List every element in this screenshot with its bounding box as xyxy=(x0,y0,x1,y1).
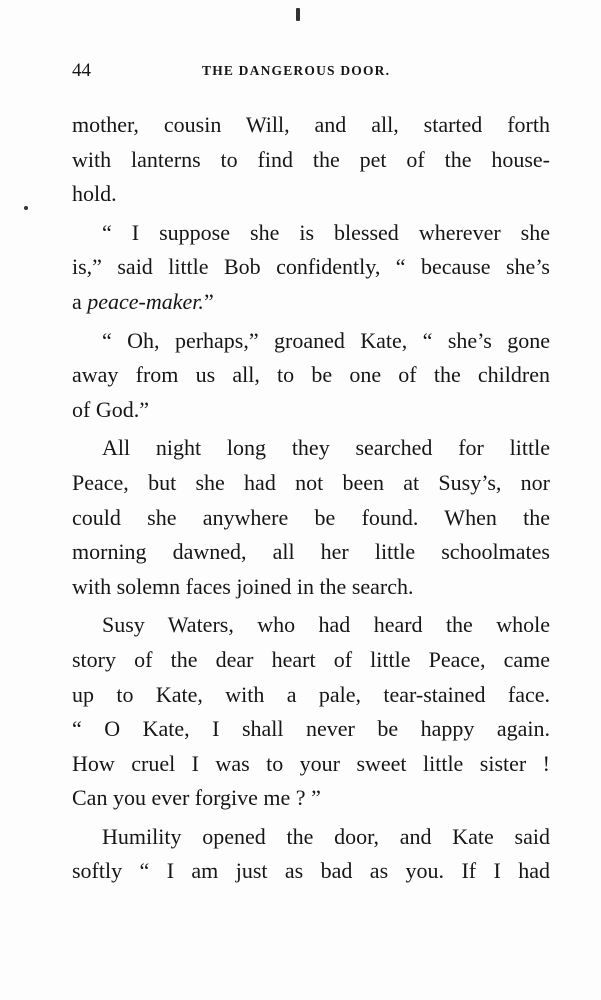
text-line: with solemn faces joined in the search. xyxy=(72,573,414,599)
text-line: “ O Kate, I shall never be happy again. xyxy=(72,716,550,742)
text-line: hold. xyxy=(72,181,117,207)
italic-phrase: peace-maker. xyxy=(87,288,204,314)
text-line: All night long they searched for little xyxy=(102,435,550,461)
text-line: is,” said little Bob confidently, “ because she’s xyxy=(72,254,550,280)
text-line: could she anywhere be found. When the xyxy=(72,504,550,530)
text-line: “ I suppose she is blessed wherever she xyxy=(102,219,550,245)
ink-speck-top xyxy=(296,8,300,21)
text-line: of God.” xyxy=(72,396,149,422)
text-line: Peace, but she had not been at Susy’s, nor xyxy=(72,469,550,495)
text-line: with lanterns to find the pet of the house- xyxy=(72,146,550,172)
text-line: morning dawned, all her little schoolmates xyxy=(72,539,550,565)
ink-speck-margin xyxy=(24,206,28,210)
running-title: THE DANGEROUS DOOR. xyxy=(202,63,391,78)
text-line: softly “ I am just as bad as you. If I had xyxy=(72,858,550,884)
text-line: Humility opened the door, and Kate said xyxy=(102,823,550,849)
page-header xyxy=(72,60,550,84)
text-line: Susy Waters, who had heard the whole xyxy=(102,612,550,638)
text-line: story of the dear heart of little Peace, came xyxy=(72,646,550,672)
text-line: Can you ever forgive me ? ” xyxy=(72,785,321,811)
text-line: a peace-maker.” xyxy=(72,288,214,314)
text-line: mother, cousin Will, and all, started forth xyxy=(72,112,550,137)
body-text xyxy=(72,108,550,889)
text-line: up to Kate, with a pale, tear-stained face. xyxy=(72,681,550,707)
text-line: away from us all, to be one of the children xyxy=(72,362,550,388)
text-line: How cruel I was to your sweet little sister ! xyxy=(72,750,550,776)
page-number: 44 xyxy=(72,60,91,81)
text-line: “ Oh, perhaps,” groaned Kate, “ she’s gone xyxy=(102,327,550,353)
